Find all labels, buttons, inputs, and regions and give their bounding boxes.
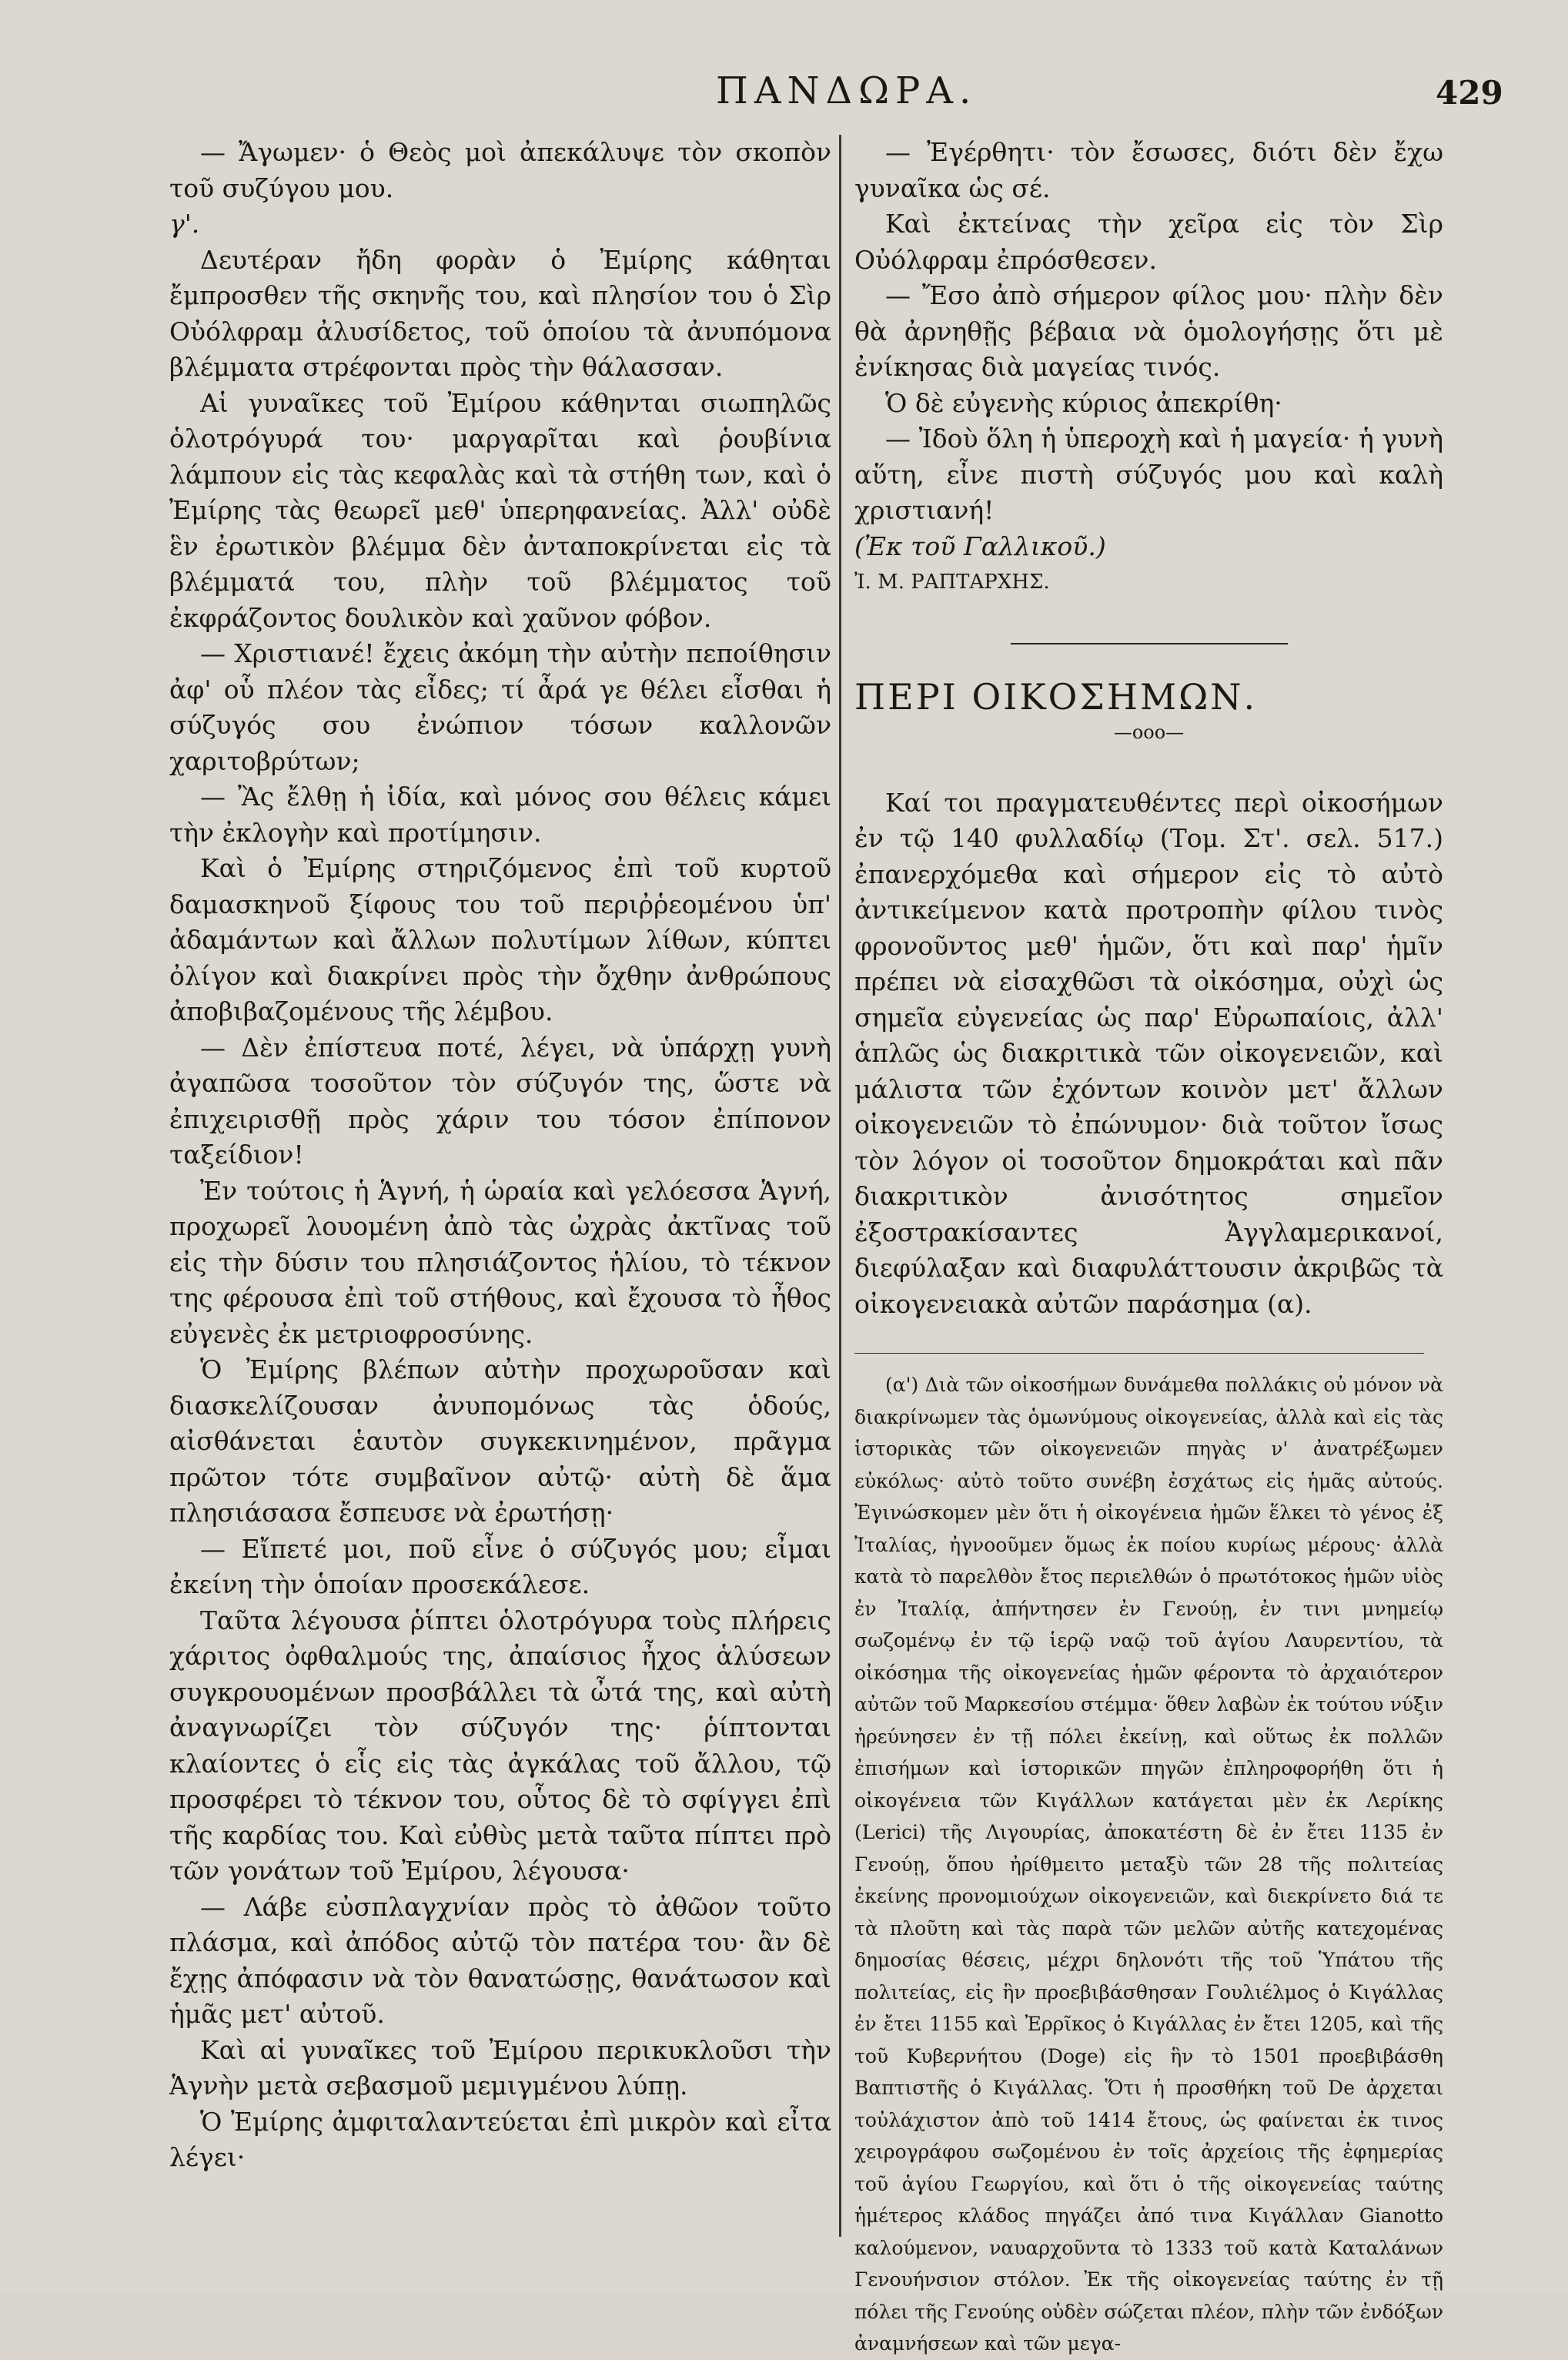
paragraph: Καὶ αἱ γυναῖκες τοῦ Ἐμίρου περικυκλοῦσι τὴν Ἁγνὴν μετὰ σεβασμοῦ μεμιγμένου λύπῃ. <box>169 2034 831 2101</box>
paragraph: Ὁ Ἐμίρης βλέπων αὐτὴν προχωροῦσαν καὶ διασκελίζουσαν ἀνυπομόνως τὰς ὁδούς, αἰσθάνεται ἑαυτὸν συγκεκινημένον, πρᾶγμα πρῶτον τότε συμβαῖνον αὐτῷ· αὐτὴ δὲ ἅμα πλησιάσασα ἔσπευσε νὰ ἐρωτήσῃ· <box>169 1354 831 1528</box>
ornament: —ooo— <box>1113 721 1185 743</box>
paragraph: — Δὲν ἐπίστευα ποτέ, λέγει, νὰ ὑπάρχῃ γυνὴ ἀγαπῶσα τοσοῦτον τὸν σύζυγόν της, ὥστε νὰ ἐπιχειρισθῇ πρὸς χάριν του τόσον ἐπίπονον ταξείδιον! <box>169 1032 831 1170</box>
paragraph: Ὁ Ἐμίρης ἀμφιταλαντεύεται ἐπὶ μικρὸν καὶ εἶτα λέγει· <box>169 2106 831 2172</box>
paragraph: Δευτέραν ἤδη φορὰν ὁ Ἐμίρης κάθηται ἔμπροσθεν τῆς σκηνῆς του, καὶ πλησίον του ὁ Σὶρ Οὐόλφραμ ἀλυσίδετος, τοῦ ὁποίου τὰ ἀνυπόμονα βλέμματα στρέφονται πρὸς τὴν θάλασσαν. <box>169 244 831 382</box>
paragraph: Ἐν τούτοις ἡ Ἁγνή, ἡ ὡραία καὶ γελόεσσα Ἁγνή, προχωρεῖ λουομένη ἀπὸ τὰς ὠχρὰς ἀκτῖνας τοῦ εἰς τὴν δύσιν του πλησιάζοντος ἡλίου, τὸ τέκνον της φέρουσα ἐπὶ τοῦ στήθους, καὶ ἔχουσα τὸ ἦθος εὐγενὲς ἐκ μετριοφροσύνης. <box>169 1175 831 1349</box>
right-column <box>854 135 1443 2360</box>
footnote-divider <box>854 1353 1424 1354</box>
paragraph: Ὁ δὲ εὐγενὴς κύριος ἀπεκρίθη· <box>885 387 1282 418</box>
author-signature: Ἰ. Μ. ΡΑΠΤΑΡΧΗΣ. <box>854 571 1050 594</box>
section-title: ΠΕΡΙ ΟΙΚΟΣΗΜΩΝ. <box>854 675 1258 718</box>
paragraph: — Ἔσο ἀπὸ σήμερον φίλος μου· πλὴν δὲν θὰ ἀρνηθῇς βέβαια νὰ ὁμολογήσῃς ὅτι μὲ ἐνίκησας διὰ μαγείας τινός. <box>854 280 1443 382</box>
paragraph: Καὶ ἐκτείνας τὴν χεῖρα εἰς τὸν Σὶρ Οὐόλφραμ ἐπρόσθεσεν. <box>854 209 1443 275</box>
paragraph: Ταῦτα λέγουσα ῥίπτει ὁλοτρόγυρα τοὺς πλήρεις χάριτος ὀφθαλμούς της, ἀπαίσιος ἦχος ἁλύσεων συγκρουομένων προσβάλλει τὰ ὦτά της, καὶ αὐτὴ ἀναγνωρίζει τὸν σύζυγόν της· ῥίπτονται κλαίοντες ὁ εἷς εἰς τὰς ἀγκάλας τοῦ ἄλλου, τῷ προσφέρει τὸ τέκνον του, οὗτος δὲ τὸ σφίγγει ἐπὶ τῆς καρδίας του. Καὶ εὐθὺς μετὰ ταῦτα πίπτει πρὸ τῶν γονάτων τοῦ Ἐμίρου, λέγουσα· <box>169 1605 831 1886</box>
paragraph: — Λάβε εὐσπλαγχνίαν πρὸς τὸ ἀθῶον τοῦτο πλάσμα, καὶ ἀπόδος αὐτῷ τὸν πατέρα του· ἂν δὲ ἔχῃς ἀπόφασιν νὰ τὸν θανατώσῃς, θανάτωσον καὶ ἡμᾶς μετ' αὐτοῦ. <box>169 1891 831 2029</box>
journal-title: ΠΑΝΔΩΡΑ. <box>716 69 978 112</box>
section-number: γ'. <box>169 209 200 239</box>
page-number: 429 <box>1436 74 1503 112</box>
column-divider <box>839 135 841 2237</box>
paragraph: — Ἄγωμεν· ὁ Θεὸς μοὶ ἀπεκάλυψε τὸν σκοπὸν τοῦ συζύγου μου. <box>169 137 831 203</box>
footnote <box>854 1369 1443 2360</box>
left-column <box>169 135 831 2176</box>
footnote-text: (α') Διὰ τῶν οἰκοσήμων δυνάμεθα πολλάκις οὐ μόνον νὰ διακρίνωμεν τὰς ὁμωνύμους οἰκογενείας, ἀλλὰ καὶ εἰς τὰς ἱστορικὰς τῶν οἰκογενειῶν πηγὰς ν' ἀνατρέξωμεν εὐκόλως· αὐτὸ τοῦτο συνέβη ἐσχάτως εἰς ἡμᾶς αὐτούς. Ἐγινώσκομεν μὲν ὅτι ἡ οἰκογένεια ἡμῶν ἕλκει τὸ γένος ἐξ Ἰταλίας, ἠγνοοῦμεν ὅμως ἐκ ποίου κυρίως μέρους· ἀλλὰ κατὰ τὸ παρελθὸν ἔτος περιελθών ὁ πρωτότοκος ἡμῶν υἱὸς ἐν Ἰταλίᾳ, ἀπήντησεν ἐν Γενούῃ, ἐν τινι μνημείῳ σωζομένῳ ἐν τῷ ἱερῷ ναῷ τοῦ ἁγίου Λαυρεντίου, τὰ οἰκόσημα τῆς οἰκογενείας ἡμῶν φέροντα τὸ ἀρχαιότερον αὐτῶν τοῦ Μαρκεσίου στέμμα· ὅθεν λαβὼν ἐκ τούτου νύξιν ἠρεύνησεν ἐν τῇ πόλει ἐκείνῃ, καὶ οὕτως ἐκ πολλῶν ἐπισήμων καὶ ἱστορικῶν πηγῶν ἐπληροφορήθη ὅτι ἡ οἰκογένεια τῶν Κιγάλλων κατάγεται μὲν ἐκ Λερίκης (Lerici) τῆς Λιγουρίας, ἀποκατέστη δὲ ἐν ἔτει 1135 ἐν Γενούῃ, ὅπου ἠρίθμειτο μεταξὺ τῶν 28 τῆς πολιτείας ἐκείνης προνομιούχων οἰκογενειῶν, καὶ διεκρίνετο διά τε τὰ πλοῦτη καὶ τὰς παρὰ τῶν μελῶν αὐτῆς κατεχομένας δημοσίας θέσεις, μέχρι δηλονότι τῆς τοῦ Ὑπάτου τῆς πολιτείας, εἰς ἣν προεβιβάσθησαν Γουλιέλμος ὁ Κιγάλλας ἐν ἔτει 1155 καὶ Ἐρρῖκος ὁ Κιγάλλας ἐν ἔτει 1205, καὶ τῆς τοῦ Κυβερνήτου (Doge) εἰς ἣν τὸ 1501 προεβιβάσθη Βαπτιστῆς ὁ Κιγάλλας. Ὅτι ἡ προσθήκη τοῦ De ἀρχεται τοὐλάχιστον ἀπὸ τοῦ 1414 ἔτους, ὡς φαίνεται ἐκ τινος χειρογράφου σωζομένου ἐν τοῖς ἀρχείοις τῆς ἐφημερίας τοῦ ἁγίου Γεωργίου, καὶ ὅτι ὁ τῆς οἰκογενείας ταύτης ἡμέτερος κλάδος πηγάζει ἀπό τινα Κιγάλλαν Gianotto καλούμενον, ναυαρχοῦντα τὸ 1333 τοῦ κατὰ Καταλάνων Γενουήνσιον στόλον. Ἐκ τῆς οἰκογενείας ταύτης ἐν τῇ πόλει τῆς Γενούης οὐδὲν σώζεται πλέον, πλὴν τῶν ἐνδόξων ἀναμνήσεων καὶ τῶν μεγα- <box>854 1374 1443 2355</box>
page-header <box>0 69 1568 123</box>
paragraph: — Ἐγέρθητι· τὸν ἔσωσες, διότι δὲν ἔχω γυναῖκα ὡς σέ. <box>854 137 1443 203</box>
paragraph: — Χριστιανέ! ἔχεις ἀκόμη τὴν αὐτὴν πεποίθησιν ἀφ' οὗ πλέον τὰς εἶδες; τί ἆρά γε θέλει εἶσθαι ἡ σύζυγός σου ἐνώπιον τόσων καλλονῶν χαριτοβρύτων; <box>169 638 831 776</box>
source-note: (Ἐκ τοῦ Γαλλικοῦ.) <box>854 531 1106 561</box>
paragraph: Καὶ ὁ Ἐμίρης στηριζόμενος ἐπὶ τοῦ κυρτοῦ δαμασκηνοῦ ξίφους του τοῦ περιῤῥεομένου ὑπ' ἀδαμάντων καὶ ἄλλων πολυτίμων λίθων, κύπτει ὀλίγον καὶ διακρίνει πρὸς τὴν ὄχθην ἀνθρώπους ἀποβιβαζομένους τῆς λέμβου. <box>169 853 831 1026</box>
paragraph: Καί τοι πραγματευθέντες περὶ οἰκοσήμων ἐν τῷ 140 φυλλαδίῳ (Τομ. Στ'. σελ. 517.) ἐπανερχόμεθα καὶ σήμερον εἰς τὸ αὐτὸ ἀντικείμενον κατὰ προτροπὴν φίλου τινὸς φρονοῦντος μεθ' ἡμῶν, ὅτι καὶ παρ' ἡμῖν πρέπει νὰ εἰσαχθῶσι τὰ οἰκόσημα, οὐχὶ ὡς σημεῖα εὐγενείας ὡς παρ' Εὐρωπαίοις, ἀλλ' ἁπλῶς ὡς διακριτικὰ τῶν οἰκογενειῶν, καὶ μάλιστα τῶν ἐχόντων κοινὸν μετ' ἄλλων οἰκογενειῶν τὸ ἐπώνυμον· διὰ τοῦτον ἴσως τὸν λόγον οἱ τοσοῦτον δημοκράται καὶ πᾶν διακριτικὸν ἀνισότητος σημεῖον ἐξοστρακίσαντες Ἀγγλαμερικανοί, διεφύλαξαν καὶ διαφυλάττουσιν ἀκριβῶς τὰ οἰκογενειακὰ αὐτῶν παράσημα (α). <box>854 787 1443 1319</box>
section-divider <box>1011 643 1288 644</box>
paragraph: — Ἂς ἔλθῃ ἡ ἰδία, καὶ μόνος σου θέλεις κάμει τὴν ἐκλογὴν καὶ προτίμησιν. <box>169 782 831 848</box>
paragraph: — Ἰδοὺ ὅλη ἡ ὑπεροχὴ καὶ ἡ μαγεία· ἡ γυνὴ αὕτη, εἶνε πιστὴ σύζυγός μου καὶ καλὴ χριστιανή! <box>854 423 1443 525</box>
paragraph: Αἱ γυναῖκες τοῦ Ἐμίρου κάθηνται σιωπηλῶς ὁλοτρόγυρά του· μαργαρῖται καὶ ῥουβίνια λάμπουν εἰς τὰς κεφαλὰς καὶ τὰ στήθη των, καὶ ὁ Ἐμίρης τὰς θεωρεῖ μεθ' ὑπερηφανείας. Ἀλλ' οὐδὲ ἓν ἐρωτικὸν βλέμμα δὲν ἀνταποκρίνεται εἰς τὰ βλέμματά του, πλὴν τοῦ βλέμματος τοῦ ἐκφράζοντος δουλικὸν καὶ χαῦνον φόβον. <box>169 387 831 633</box>
paragraph: — Εἴπετέ μοι, ποῦ εἶνε ὁ σύζυγός μου; εἶμαι ἐκείνη τὴν ὁποίαν προσεκάλεσε. <box>169 1533 831 1599</box>
